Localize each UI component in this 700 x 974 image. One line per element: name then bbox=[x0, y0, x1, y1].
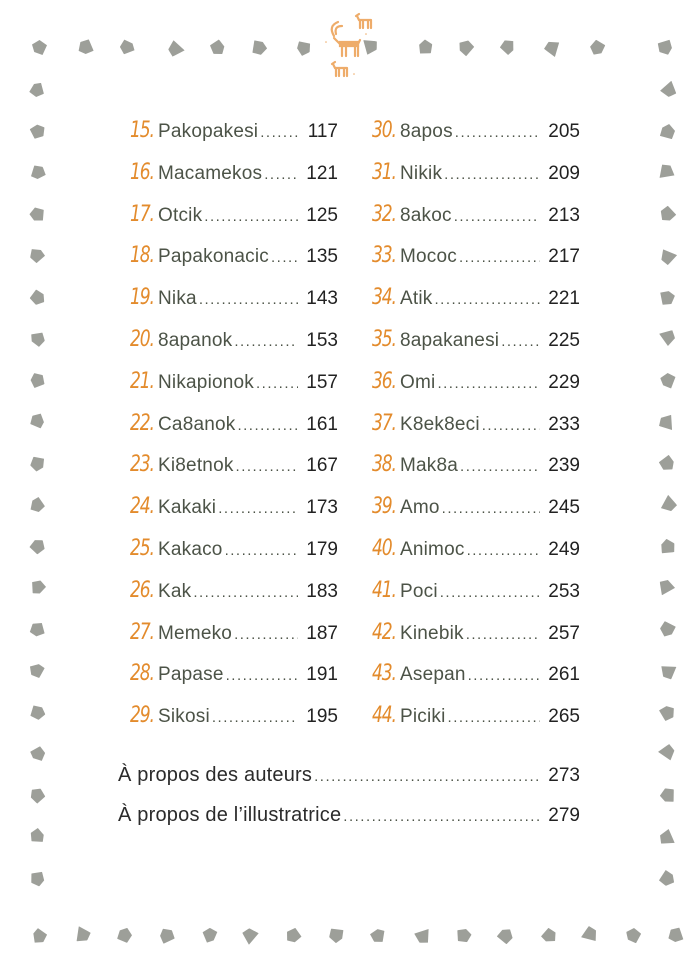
toc-entry[interactable] bbox=[130, 369, 338, 411]
toc-entry[interactable] bbox=[372, 411, 580, 453]
page-number: 205 bbox=[548, 121, 580, 142]
chapter-title: Poci bbox=[400, 580, 438, 602]
dot-leader bbox=[314, 768, 540, 785]
border-mark bbox=[657, 743, 677, 763]
toc-entry[interactable] bbox=[372, 578, 580, 620]
border-mark bbox=[660, 123, 675, 138]
page-number: 261 bbox=[548, 664, 580, 686]
toc-entry[interactable] bbox=[372, 285, 580, 327]
page-number: 249 bbox=[548, 538, 580, 560]
chapter-number: 15. bbox=[130, 118, 154, 143]
dot-leader bbox=[264, 166, 298, 183]
toc-entry[interactable] bbox=[372, 536, 580, 578]
toc-entry[interactable] bbox=[372, 369, 580, 411]
dot-leader bbox=[234, 333, 298, 350]
chapter-title: Nikik bbox=[400, 162, 443, 184]
chapter-title: Memeko bbox=[158, 622, 233, 644]
border-mark bbox=[27, 162, 48, 183]
chapter-number: 26. bbox=[130, 577, 154, 603]
border-mark bbox=[659, 786, 677, 804]
border-mark bbox=[658, 536, 677, 555]
page-number: 265 bbox=[548, 706, 580, 728]
page-number: 245 bbox=[548, 497, 580, 519]
border-mark bbox=[28, 80, 48, 100]
border-mark bbox=[29, 288, 47, 306]
page-number: 273 bbox=[548, 765, 580, 786]
border-mark bbox=[200, 926, 218, 944]
border-mark bbox=[27, 577, 48, 598]
chapter-number: 42. bbox=[372, 619, 396, 645]
toc-entry[interactable] bbox=[130, 118, 338, 160]
border-mark bbox=[657, 660, 677, 680]
page-number: 221 bbox=[548, 288, 580, 310]
toc-entry[interactable] bbox=[130, 327, 338, 369]
page-number: 121 bbox=[306, 162, 338, 184]
border-mark bbox=[28, 454, 46, 472]
chapter-title: 8akoc bbox=[400, 204, 452, 226]
dot-leader bbox=[236, 458, 298, 475]
chapter-title: Mak8a bbox=[400, 455, 459, 477]
page-number: 229 bbox=[548, 371, 580, 393]
dot-leader bbox=[218, 500, 298, 517]
dot-leader bbox=[460, 458, 540, 475]
border-mark bbox=[242, 926, 262, 946]
page-number: 191 bbox=[306, 664, 338, 686]
chapter-number: 38. bbox=[372, 452, 396, 478]
chapter-number: 23. bbox=[130, 452, 154, 478]
chapter-number: 43. bbox=[372, 661, 396, 687]
page-number: 183 bbox=[306, 580, 338, 602]
border-mark bbox=[293, 37, 314, 58]
border-mark bbox=[328, 927, 345, 944]
dot-leader bbox=[434, 291, 540, 308]
border-mark bbox=[156, 925, 177, 946]
border-mark bbox=[496, 926, 516, 946]
dot-leader bbox=[448, 709, 540, 726]
chapter-number: 17. bbox=[130, 201, 154, 227]
toc-entry[interactable] bbox=[372, 160, 580, 202]
page-number: 257 bbox=[548, 622, 580, 644]
page-number: 209 bbox=[548, 162, 580, 184]
chapter-number: 41. bbox=[372, 577, 396, 603]
dot-leader bbox=[225, 542, 298, 559]
page-number: 143 bbox=[306, 288, 338, 310]
dot-leader bbox=[256, 375, 298, 392]
toc-entry[interactable] bbox=[372, 118, 580, 160]
toc-entry[interactable] bbox=[130, 620, 338, 662]
chapter-number: 18. bbox=[130, 243, 154, 269]
chapter-title: Sikosi bbox=[158, 706, 210, 728]
toc-entry[interactable] bbox=[372, 661, 580, 703]
toc-entry[interactable] bbox=[372, 327, 580, 369]
chapter-number: 39. bbox=[372, 494, 396, 520]
toc-entry[interactable] bbox=[130, 494, 338, 536]
toc-entry[interactable] bbox=[372, 494, 580, 536]
chapter-number: 36. bbox=[372, 368, 396, 394]
toc-entry[interactable] bbox=[130, 536, 338, 578]
border-mark bbox=[658, 163, 677, 182]
border-mark bbox=[658, 287, 678, 307]
dot-leader bbox=[454, 208, 540, 225]
border-mark bbox=[539, 927, 557, 945]
border-mark bbox=[117, 928, 133, 944]
dot-leader bbox=[468, 667, 540, 684]
page-number: 225 bbox=[548, 329, 580, 351]
page-number: 167 bbox=[306, 455, 338, 477]
dot-leader bbox=[467, 542, 540, 559]
border-mark bbox=[32, 40, 47, 55]
border-mark bbox=[27, 826, 48, 847]
toc-entry[interactable] bbox=[130, 243, 338, 285]
border-mark bbox=[657, 452, 678, 473]
toc-entry[interactable] bbox=[118, 804, 580, 844]
border-mark bbox=[27, 411, 47, 431]
toc-entry[interactable] bbox=[372, 452, 580, 494]
page-number: 253 bbox=[548, 580, 580, 602]
border-mark bbox=[660, 580, 676, 596]
chapter-title: Animoc bbox=[400, 538, 465, 560]
border-mark bbox=[27, 618, 48, 639]
chapter-title: 8apakanesi bbox=[400, 329, 500, 351]
goats-rock-art-icon bbox=[322, 12, 382, 84]
border-mark bbox=[657, 204, 678, 225]
toc-entry[interactable] bbox=[130, 578, 338, 620]
dot-leader bbox=[442, 500, 540, 517]
page-number: 153 bbox=[306, 329, 338, 351]
chapter-number: 32. bbox=[372, 201, 396, 227]
border-mark bbox=[30, 497, 46, 513]
border-mark bbox=[166, 38, 185, 57]
chapter-title: Papakonacic bbox=[158, 246, 269, 268]
dot-leader bbox=[234, 626, 298, 643]
toc-entry[interactable] bbox=[372, 243, 580, 285]
chapter-number: 35. bbox=[372, 326, 396, 352]
border-mark bbox=[71, 925, 92, 946]
chapter-number: 33. bbox=[372, 243, 396, 269]
toc-entry[interactable] bbox=[372, 703, 580, 745]
border-mark bbox=[28, 537, 47, 556]
chapter-title: Ca8anok bbox=[158, 413, 236, 435]
toc-entry[interactable] bbox=[130, 452, 338, 494]
toc-entry[interactable] bbox=[130, 661, 338, 703]
toc-entry[interactable] bbox=[130, 285, 338, 327]
border-mark bbox=[27, 120, 48, 141]
chapter-title: Papase bbox=[158, 664, 224, 686]
border-mark bbox=[455, 37, 475, 57]
chapter-number: 29. bbox=[130, 703, 154, 729]
dot-leader bbox=[199, 291, 298, 308]
chapter-title: Nikapionok bbox=[158, 371, 254, 393]
chapter-title: 8apanok bbox=[158, 329, 233, 351]
chapter-title: Kakaco bbox=[158, 538, 223, 560]
chapter-number: 22. bbox=[130, 410, 154, 436]
border-mark bbox=[28, 204, 47, 223]
dot-leader bbox=[260, 124, 298, 141]
section-title: À propos des auteurs bbox=[118, 764, 313, 786]
border-mark bbox=[118, 38, 137, 57]
chapter-title: Kak bbox=[158, 580, 192, 602]
page-number: 125 bbox=[306, 204, 338, 226]
page-number: 157 bbox=[306, 371, 338, 393]
border-mark bbox=[453, 925, 473, 945]
dot-leader bbox=[482, 417, 540, 434]
border-mark bbox=[657, 494, 678, 515]
border-mark bbox=[499, 39, 516, 56]
dot-leader bbox=[204, 208, 298, 225]
chapter-title: Otcik bbox=[158, 204, 203, 226]
chapter-number: 16. bbox=[130, 159, 154, 185]
chapter-title: K8ek8eci bbox=[400, 413, 480, 435]
dot-leader bbox=[237, 417, 298, 434]
border-mark bbox=[28, 661, 48, 681]
chapter-title: Kakaki bbox=[158, 497, 217, 519]
chapter-title: Omi bbox=[400, 371, 436, 393]
border-mark bbox=[655, 37, 676, 58]
chapter-number: 27. bbox=[130, 619, 154, 645]
toc-entry[interactable] bbox=[130, 160, 338, 202]
page-number: 279 bbox=[548, 805, 580, 826]
dot-leader bbox=[466, 626, 540, 643]
page-number: 135 bbox=[306, 246, 338, 268]
chapter-title: Atik bbox=[400, 288, 433, 310]
chapter-number: 25. bbox=[130, 535, 154, 561]
chapter-number: 40. bbox=[372, 535, 396, 561]
page-number: 239 bbox=[548, 455, 580, 477]
dot-leader bbox=[193, 584, 298, 601]
border-mark bbox=[665, 925, 686, 946]
chapter-number: 21. bbox=[130, 368, 154, 394]
border-mark bbox=[659, 620, 677, 638]
page-number: 233 bbox=[548, 413, 580, 435]
border-mark bbox=[658, 80, 676, 98]
dot-leader bbox=[455, 124, 540, 141]
chapter-number: 24. bbox=[130, 494, 154, 520]
border-mark bbox=[625, 927, 641, 943]
page-number: 161 bbox=[306, 413, 338, 435]
chapter-number: 28. bbox=[130, 661, 154, 687]
toc-right-column bbox=[372, 118, 580, 745]
chapter-title: 8apos bbox=[400, 121, 453, 142]
page-number: 195 bbox=[306, 706, 338, 728]
chapter-number: 34. bbox=[372, 285, 396, 311]
chapter-title: Macamekos bbox=[158, 162, 263, 184]
page-number: 179 bbox=[306, 538, 338, 560]
chapter-title: Amo bbox=[400, 497, 440, 519]
border-mark bbox=[658, 412, 678, 432]
border-mark bbox=[659, 330, 676, 347]
chapter-number: 44. bbox=[372, 703, 396, 729]
page-number: 173 bbox=[306, 497, 338, 519]
page-number: 117 bbox=[307, 121, 338, 142]
dot-leader bbox=[501, 333, 540, 350]
toc-entry[interactable] bbox=[130, 411, 338, 453]
chapter-number: 31. bbox=[372, 159, 396, 185]
border-mark bbox=[28, 785, 48, 805]
border-mark bbox=[27, 868, 48, 889]
chapter-title: Pakopakesi bbox=[158, 121, 259, 142]
dot-leader bbox=[226, 667, 298, 684]
chapter-title: Ki8etnok bbox=[158, 455, 234, 477]
border-mark bbox=[284, 925, 304, 945]
border-mark bbox=[660, 829, 676, 845]
border-mark bbox=[368, 925, 389, 946]
border-mark bbox=[580, 925, 601, 946]
border-mark bbox=[415, 37, 435, 57]
chapter-title: Mococ bbox=[400, 246, 457, 268]
chapter-title: Asepan bbox=[400, 664, 466, 686]
section-title: À propos de l’illustratrice bbox=[118, 804, 342, 826]
border-mark bbox=[251, 39, 267, 55]
border-mark bbox=[29, 247, 45, 263]
chapter-title: Piciki bbox=[400, 706, 446, 728]
dot-leader bbox=[444, 166, 540, 183]
chapter-number: 37. bbox=[372, 410, 396, 436]
border-mark bbox=[657, 701, 678, 722]
page-number: 213 bbox=[548, 204, 580, 226]
toc-entry[interactable] bbox=[130, 703, 338, 745]
border-mark bbox=[29, 745, 46, 762]
border-mark bbox=[543, 37, 564, 58]
toc-appendix bbox=[118, 764, 580, 844]
border-mark bbox=[29, 704, 46, 721]
border-mark bbox=[659, 372, 676, 389]
chapter-title: Kinebik bbox=[400, 622, 464, 644]
border-mark bbox=[589, 39, 605, 55]
chapter-number: 20. bbox=[130, 326, 154, 352]
border-mark bbox=[657, 245, 678, 266]
border-mark bbox=[27, 369, 48, 390]
dot-leader bbox=[271, 249, 298, 266]
page-number: 217 bbox=[548, 246, 580, 268]
toc-left-column bbox=[130, 118, 338, 745]
page-number: 187 bbox=[306, 622, 338, 644]
toc-entry[interactable] bbox=[130, 202, 338, 244]
dot-leader bbox=[212, 709, 298, 726]
border-mark bbox=[30, 926, 49, 945]
chapter-number: 19. bbox=[130, 285, 154, 311]
chapter-title: Nika bbox=[158, 288, 197, 310]
border-mark bbox=[27, 328, 47, 348]
chapter-number: 30. bbox=[372, 118, 396, 143]
toc-entry[interactable] bbox=[372, 620, 580, 662]
border-mark bbox=[75, 37, 96, 58]
border-mark bbox=[207, 37, 228, 58]
toc-entry[interactable] bbox=[118, 764, 580, 804]
dot-leader bbox=[343, 808, 540, 825]
border-mark bbox=[658, 868, 677, 887]
dot-leader bbox=[440, 584, 540, 601]
toc-entry[interactable] bbox=[372, 202, 580, 244]
dot-leader bbox=[459, 249, 540, 266]
dot-leader bbox=[437, 375, 540, 392]
border-mark bbox=[413, 927, 430, 944]
